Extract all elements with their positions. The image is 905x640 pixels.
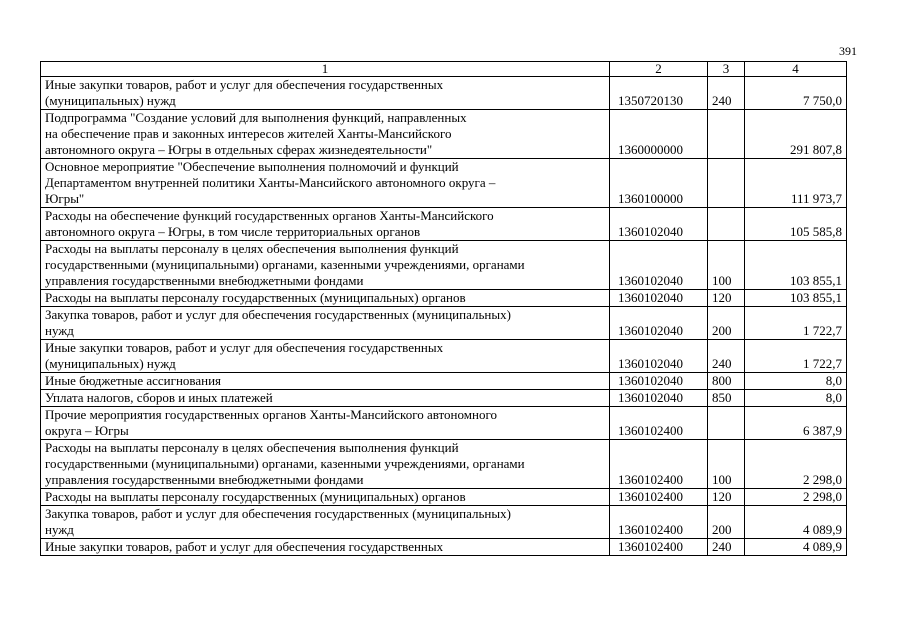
description-line: Закупка товаров, работ и услуг для обеспечения государственных (муниципальных) [45, 506, 511, 521]
row-description [41, 539, 610, 556]
table-row [41, 506, 847, 539]
row-expense-type: 200 [708, 307, 745, 340]
description-line: Закупка товаров, работ и услуг для обеспечения государственных (муниципальных) [45, 307, 511, 322]
description-line: государственными (муниципальными) органами, казенными учреждениями, органами [45, 257, 525, 272]
table-row [41, 440, 847, 489]
row-description [41, 506, 610, 539]
row-description [41, 77, 610, 110]
row-amount: 2 298,0 [745, 489, 847, 506]
table-row [41, 373, 847, 390]
description-line: нужд [45, 522, 74, 537]
description-line: Иные закупки товаров, работ и услуг для обеспечения государственных [45, 340, 444, 355]
description-line: (муниципальных) нужд [45, 356, 176, 371]
table-row [41, 77, 847, 110]
row-expense-type [708, 407, 745, 440]
table-row [41, 110, 847, 159]
row-description [41, 440, 610, 489]
description-line: Расходы на выплаты персоналу в целях обеспечения выполнения функций [45, 440, 459, 455]
description-line: управления государственными внебюджетными фондами [45, 273, 364, 288]
description-line: Департаментом внутренней политики Ханты-Мансийского автономного округа – [45, 175, 496, 190]
description-line: на обеспечение прав и законных интересов жителей Ханты-Мансийского [45, 126, 452, 141]
row-description [41, 340, 610, 373]
description-line: Прочие мероприятия государственных органов Ханты-Мансийского автономного [45, 407, 497, 422]
row-amount: 105 585,8 [745, 208, 847, 241]
description-line: Иные закупки товаров, работ и услуг для обеспечения государственных [45, 77, 444, 92]
row-expense-type: 100 [708, 440, 745, 489]
row-amount: 8,0 [745, 390, 847, 407]
row-expense-type: 120 [708, 290, 745, 307]
row-description [41, 159, 610, 208]
description-line: Иные закупки товаров, работ и услуг для обеспечения государственных [45, 539, 444, 554]
row-target-code: 1360102400 [610, 506, 708, 539]
header-col-2: 2 [610, 62, 708, 77]
description-line: автономного округа – Югры в отдельных сферах жизнедеятельности" [45, 142, 433, 157]
row-target-code: 1360102040 [610, 390, 708, 407]
row-expense-type: 240 [708, 340, 745, 373]
description-line: Расходы на обеспечение функций государственных органов Ханты-Мансийского [45, 208, 494, 223]
table-header-row [41, 62, 847, 77]
table-row [41, 407, 847, 440]
table-row [41, 290, 847, 307]
table-row [41, 340, 847, 373]
description-line: управления государственными внебюджетными фондами [45, 472, 364, 487]
row-expense-type: 100 [708, 241, 745, 290]
row-amount: 1 722,7 [745, 340, 847, 373]
row-amount: 6 387,9 [745, 407, 847, 440]
row-expense-type: 200 [708, 506, 745, 539]
row-target-code: 1350720130 [610, 77, 708, 110]
row-target-code: 1360100000 [610, 159, 708, 208]
row-target-code: 1360102400 [610, 539, 708, 556]
description-line: Югры" [45, 191, 85, 206]
row-expense-type: 800 [708, 373, 745, 390]
row-amount: 7 750,0 [745, 77, 847, 110]
description-line: Расходы на выплаты персоналу государственных (муниципальных) органов [45, 290, 466, 305]
row-description [41, 489, 610, 506]
description-line: Расходы на выплаты персоналу в целях обеспечения выполнения функций [45, 241, 459, 256]
description-line: Подпрограмма "Создание условий для выполнения функций, направленных [45, 110, 467, 125]
row-description [41, 208, 610, 241]
row-description [41, 110, 610, 159]
table-row [41, 208, 847, 241]
description-line: округа – Югры [45, 423, 129, 438]
description-line: Уплата налогов, сборов и иных платежей [45, 390, 273, 405]
row-expense-type [708, 208, 745, 241]
row-target-code: 1360102040 [610, 208, 708, 241]
description-line: государственными (муниципальными) органами, казенными учреждениями, органами [45, 456, 525, 471]
row-expense-type: 850 [708, 390, 745, 407]
row-amount: 8,0 [745, 373, 847, 390]
row-description [41, 290, 610, 307]
row-amount: 2 298,0 [745, 440, 847, 489]
row-target-code: 1360102400 [610, 489, 708, 506]
table-row [41, 390, 847, 407]
row-amount: 103 855,1 [745, 241, 847, 290]
row-amount: 4 089,9 [745, 506, 847, 539]
row-expense-type: 120 [708, 489, 745, 506]
row-target-code: 1360000000 [610, 110, 708, 159]
row-description [41, 373, 610, 390]
description-line: Иные бюджетные ассигнования [45, 373, 222, 388]
table-row [41, 539, 847, 556]
description-line: нужд [45, 323, 74, 338]
row-target-code: 1360102040 [610, 307, 708, 340]
header-col-3: 3 [708, 62, 745, 77]
row-expense-type: 240 [708, 539, 745, 556]
row-target-code: 1360102040 [610, 340, 708, 373]
row-target-code: 1360102040 [610, 373, 708, 390]
row-target-code: 1360102040 [610, 241, 708, 290]
row-amount: 291 807,8 [745, 110, 847, 159]
row-description [41, 307, 610, 340]
table-row [41, 489, 847, 506]
row-amount: 103 855,1 [745, 290, 847, 307]
row-amount: 1 722,7 [745, 307, 847, 340]
row-target-code: 1360102040 [610, 290, 708, 307]
row-target-code: 1360102400 [610, 440, 708, 489]
description-line: (муниципальных) нужд [45, 93, 176, 108]
row-description [41, 407, 610, 440]
header-col-1: 1 [41, 62, 610, 77]
description-line: автономного округа – Югры, в том числе территориальных органов [45, 224, 421, 239]
description-line: Расходы на выплаты персоналу государственных (муниципальных) органов [45, 489, 466, 504]
table-row [41, 307, 847, 340]
row-amount: 4 089,9 [745, 539, 847, 556]
header-col-4: 4 [745, 62, 847, 77]
row-description [41, 241, 610, 290]
row-expense-type: 240 [708, 77, 745, 110]
row-amount: 111 973,7 [745, 159, 847, 208]
row-description [41, 390, 610, 407]
table-row [41, 241, 847, 290]
budget-table [40, 61, 847, 556]
page-number: 391 [839, 44, 857, 58]
description-line: Основное мероприятие "Обеспечение выполнения полномочий и функций [45, 159, 459, 174]
row-expense-type [708, 159, 745, 208]
row-target-code: 1360102400 [610, 407, 708, 440]
table-row [41, 159, 847, 208]
row-expense-type [708, 110, 745, 159]
